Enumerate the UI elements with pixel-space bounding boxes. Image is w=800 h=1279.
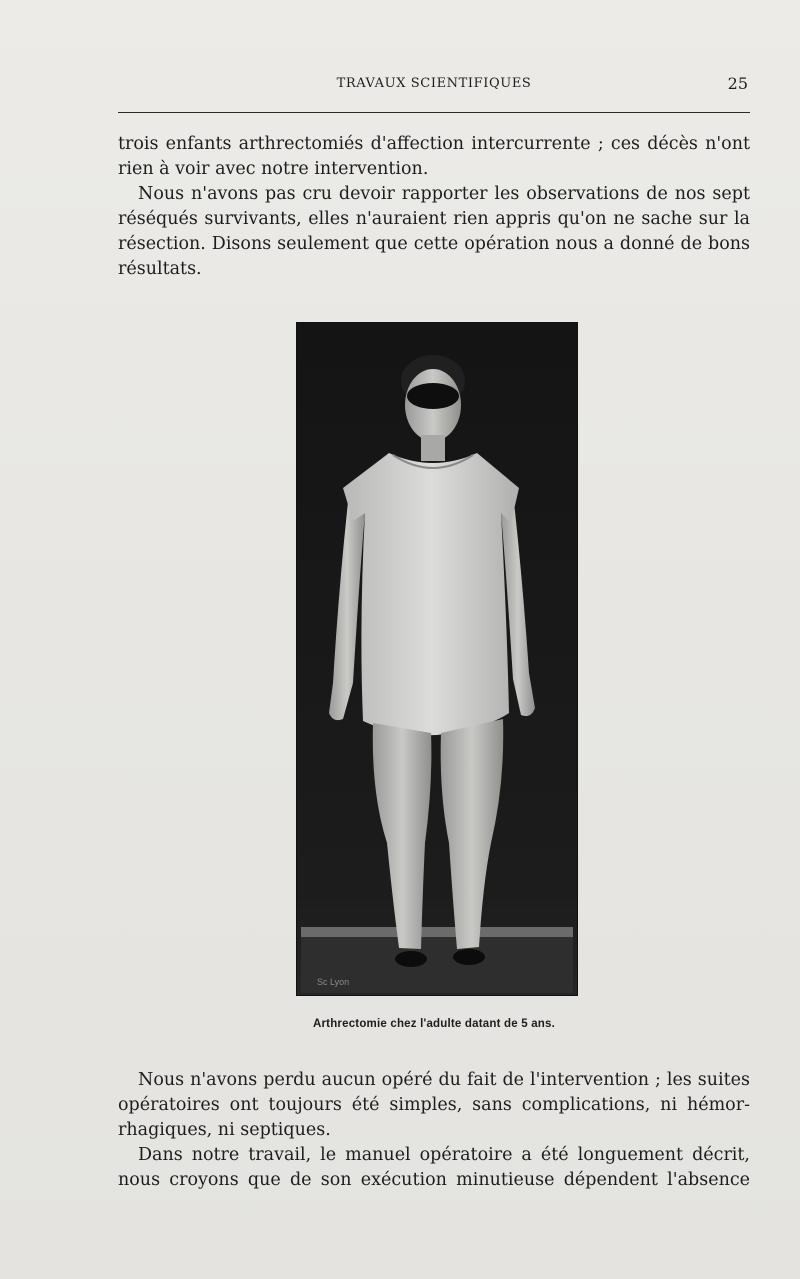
patient-photograph [297,323,577,995]
text-line: trois enfants arthrectomiés d'affection intercurrente ; ces décès n'ont [118,134,750,154]
bottom-paragraphs [118,1068,750,1193]
running-title: TRAVAUX SCIENTIFIQUES [336,76,532,91]
text-line: rhagiques, ni septiques. [118,1120,331,1140]
text-line: rien à voir avec notre intervention. [118,159,429,179]
text-line: Nous n'avons perdu aucun opéré du fait de l'intervention ; les suites [138,1070,750,1090]
text-line: résultats. [118,259,202,279]
text-line: réséqués survivants, elles n'auraient rien appris qu'on ne sache sur la [118,209,750,229]
text-line: Dans notre travail, le manuel opératoire a été longuement décrit, [138,1145,750,1165]
header-rule [118,112,750,113]
figure-caption: Arthrectomie chez l'adulte datant de 5 ans. [312,1018,556,1030]
text-line: nous croyons que de son exécution minutieuse dépendent l'absence [118,1170,750,1190]
text-line: Nous n'avons pas cru devoir rapporter les observations de nos sept [138,184,750,204]
running-head [118,76,750,98]
page-number: 25 [727,74,748,93]
photo-credit: Sc Lyon [317,977,350,987]
top-paragraphs [118,132,750,282]
photograph [296,322,578,996]
text-line: résection. Disons seulement que cette opération nous a donné de bons [118,234,750,254]
text-line: opératoires ont toujours été simples, sans complications, ni hémor- [118,1095,750,1115]
